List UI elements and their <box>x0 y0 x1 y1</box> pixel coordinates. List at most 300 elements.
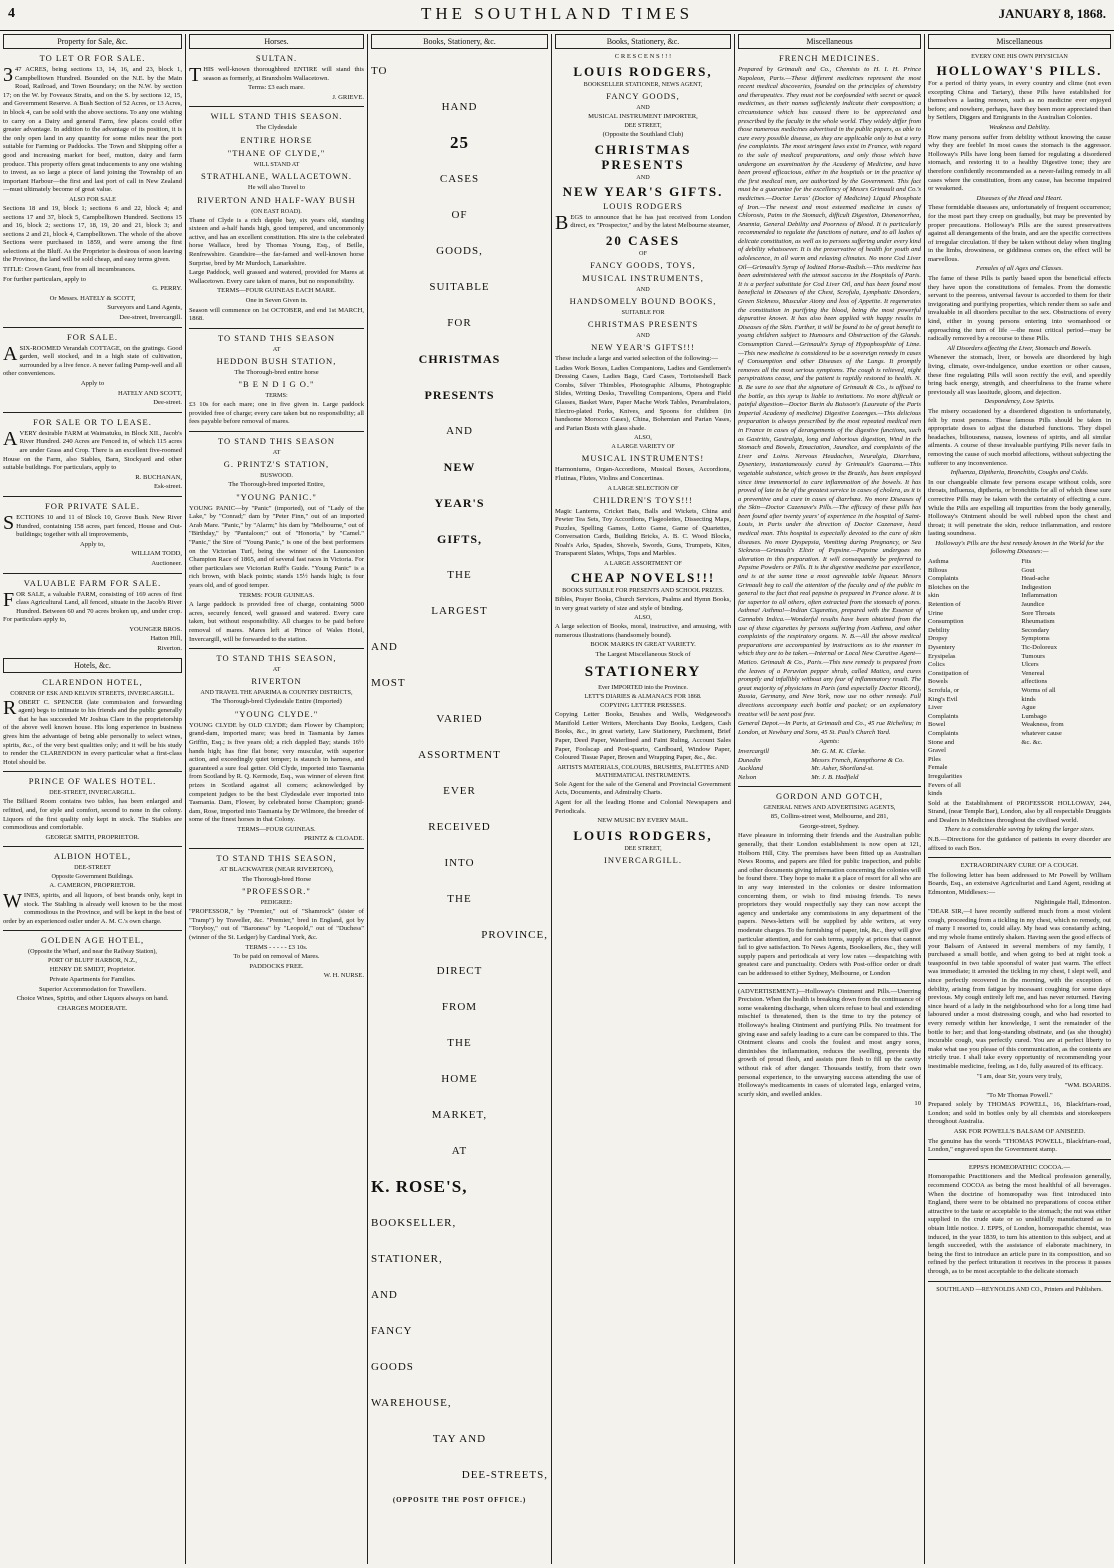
rose-ad-word: INTO <box>444 857 475 869</box>
ad-and: AND <box>636 173 650 181</box>
disease-item: Rheumatism <box>1021 618 1055 626</box>
disease-item: Consumption <box>928 618 964 626</box>
ad-heading: HANDSOMELY BOUND BOOKS, <box>569 295 717 306</box>
disease-item: Asthma <box>928 558 949 566</box>
column-property <box>0 34 186 1564</box>
hotel-proprietor: HENRY DE SMIDT, Proprietor. <box>49 966 136 974</box>
ad-terms: TERMS - - - - - £3 10s. <box>245 943 308 951</box>
ad-body: Homœopathic Practitioners and the Medical profession generally, recommend COCOA as being the most healthful of all beverages. When the doctrine of homœopathy was first introduced into England, there were to be obtained no preparations of cocoa either attractive to the taste or acceptable to the stomach; the nut was either supplied in the crude state or so unskilfully manufactured as to obtain little notice. J. EPPS, of London, homœopathic chemist, was induced, in the year 1839, to turn his attention to this subject, and at length succeeded, with the assistance of elaborate machinery, in being the first to introduce an article pure in its composition, and so refined by the perfect trituration it receives in the process it passes through, as to be most acceptable to the delicate stomach <box>928 1173 1111 1275</box>
rose-ad-word: THE <box>447 569 472 581</box>
ad-apply: For further particulars, apply to <box>3 275 86 283</box>
disease-item: Fits <box>1021 558 1032 566</box>
ad-subhead: Despondency, Low Spirits. <box>984 398 1055 406</box>
ad-subhead: ALSO, <box>634 614 652 622</box>
merchant-address: (Opposite the Southland Club) <box>602 131 684 139</box>
ad-note: There is a considerable saving by taking the larger sizes. <box>944 826 1095 834</box>
ad-subhead: A LARGE SELECTION OF <box>607 484 679 492</box>
rose-ad-word: GOODS, <box>436 245 483 257</box>
ad-heading: NEW YEAR'S GIFTS!!! <box>591 341 695 352</box>
ad-number: 10 <box>914 1100 921 1108</box>
section-head: Property for Sale, &c. <box>3 34 182 49</box>
ad-subhead: He will also Travel to <box>247 183 306 191</box>
ad-subhead: GENERAL NEWS AND ADVERTISING AGENTS, <box>763 804 896 812</box>
ad-title: GORDON AND GOTCH, <box>776 791 883 802</box>
rose-ad-word: EVER <box>443 785 476 797</box>
rose-ad-word: THE <box>447 893 472 905</box>
ad-subhead: All Disorders affecting the Liver, Stomach and Bowels. <box>947 344 1092 352</box>
ad-body: The fame of these Pills is partly based upon the beneficial effects they have upon the constitutions of females. From the domestic servant to the peeress, universal favour is accorded to them for their invigorating and purifying properties, which render them so safe and invaluable in all disorders peculiar to the sex. Obstructions of every kind, either in young persons entering into womanhood or approaching the turn of life —the most critical period—may be radically removed by a recourse to these Pills. <box>928 275 1111 343</box>
ad-body: In our changeable climate few persons escape without colds, sore throats, influenza, diptheria, or bronchitis for all of which these sure corrective Pills may be taken with the certainty of effecting a cure. While the Pills are expelling all impurities from the body generally, Holloway's Ointment should be well rubbed upon the chest and throat; it will penetrate the skin, reduce inflammation, and restore lasting soundness. <box>928 478 1111 538</box>
rose-ad-word: (OPPOSITE THE POST OFFICE.) <box>392 1496 527 1504</box>
rose-ad-word: RECEIVED <box>428 821 491 833</box>
ad-body: The misery occasioned by a disordered digestion is unfortunately, felt by most persons. These famous Pills should be taken in appropriate doses to adjust the disturbed functions. They dispel headaches, biliousness, nausea, lowness of spirits, and all similar ailments. A course of these invaluable purifying Pills never fails in removing the cause of such morbid affections, without subjecting the sufferer to any inconvenience. <box>928 407 1111 467</box>
ad-body: Sections 18 and 19, block 1; sections 6 and 22, block 4; and sections 17 and 37, block 5, Campbelltown Hundred. Sections 15 and 16, block 2; sections 17, 18, 19, 20 and 21, block 3; and sections 2 and 21, block 4, Campbelltown. The whole of the above Sections were purchased in 1859, and were among the first selections at the Bluff. As the Proprietor is desirous of soon leaving the Province, the land will be sold cheap, and easy terms given. <box>3 204 182 264</box>
ad-body: SECTIONS 10 and 11 of Block 10, Grove Bush. New River Hundred, containing 158 acres, part fenced, House and Out-buildings; together with all improvements, <box>3 511 182 539</box>
letter-body: "DEAR SIR,—I have recently suffered much from a most violent cough, proceeding from a tickling in my chest, which no remedy, out of many I resorted to, could allay. My head was constantly aching, and my whole frame entirely shaken. Having seen the good effects of your Balsam of Aniseed in several members of my family, I purchased a small bottle, and when going to bed at night took a teaspoonful in two table spoonsful of water just warm. The effect was immediate; it arrested the tickling in my chest, I slept well, and since perfectly recovered in the morning, with the exception of debility, arising from fatigue by incessant coughing for some days previous. My cough entirely left me, and has never returned. Having since heard of a lady in the neighbourhood who for a long time had laboured under a most distressing cough, and who had resorted to every remedy within her knowledge, I sent the remainder of the bottle to her; and that long-standing obstinate, and (as she thought) incurable cough, was perfectly cured. You are at perfect liberty to make what use you please of this communication, as the contents are strictly true. I shall take every opportunity of recommending your inestimable medicine, feeling, as I do, fully assured of its efficacy. <box>928 908 1111 1070</box>
disease-item: Scrofula, or King's Evil <box>928 686 960 703</box>
ad-signature: G. PERRY. <box>152 285 182 293</box>
disease-list-left <box>928 558 1018 799</box>
disease-item: Head-ache <box>1021 575 1050 583</box>
hotel-line: CHARGES MODERATE. <box>57 1004 128 1012</box>
column-rodgers <box>552 34 735 1564</box>
ad-body: Thane of Clyde is a rich dapple bay, six years old, standing sixteen and a-half hands high, good tempered, and uncommonly active, and has an excellent constitution. His sire is the celebrated horse Wallace, bred by Thomas Young, Esq., of Beille, Renfrewshire. Grandsire—the far-famed and well-known horse Surprise, bred by Mr Murdoch, Lanarkshire. <box>189 216 364 267</box>
ad-signature: Auctioneer. <box>151 559 182 567</box>
hotel-address: (Opposite the Wharf, and near the Railway Station), <box>28 948 157 956</box>
rose-ad-word: FROM <box>441 1001 478 1013</box>
ad-signature: Esk-street. <box>153 483 182 491</box>
ad-heading: CHRISTMAS PRESENTS <box>587 318 699 329</box>
ad-signature: HATELY AND SCOTT, <box>118 389 182 397</box>
rose-ad-word: BOOKSELLER, <box>371 1217 457 1229</box>
horse-name: "YOUNG PANIC." <box>236 491 317 502</box>
ad-subhead: NEW MUSIC BY EVERY MAIL. <box>597 817 689 825</box>
ad-body: These formidable diseases are, unfortunately of frequent occurrence; for the most part they creep on gradually, but may be prevented by proper precautions. Holloway's Pills are the surest preservatives against all derangements of the brain, and are the specific correctives of irregular circulation. If they be taken without delay when tingling in the limbs, drowsiness, or giddiness comes on, the effect will be marvellous. <box>928 204 1111 263</box>
ad-subhead: Diseases of the Head and Heart. <box>976 194 1063 202</box>
horse-name: "THANE OF CLYDE," <box>227 147 326 158</box>
ad-heading: MUSICAL INSTRUMENTS, <box>582 272 704 283</box>
ad-subhead: The Thorough-bred Clydesdale Entire (Imported) <box>211 698 342 706</box>
rose-ad-word: AND <box>371 1289 398 1301</box>
disease-item: Ulcers <box>1021 661 1039 669</box>
letter-to: "To Mr Thomas Powell." <box>986 1091 1053 1099</box>
ad-and: AND <box>636 285 650 293</box>
ad-subhead: TERMS: <box>265 392 288 400</box>
ad-title: WILL STAND THIS SEASON. <box>210 111 343 122</box>
divider <box>3 496 182 497</box>
hotel-body: The Billiard Room contains two tables, has been enlarged and refitted, and, for style and comfort, second to none in the colony. Liquors of the first quality only kept in stock. The Stables are commodious and comfortable. <box>3 798 182 832</box>
section-head: Hotels, &c. <box>3 658 182 673</box>
ad-signature: Riverton. <box>157 645 182 653</box>
merchant-role: MUSICAL INSTRUMENT IMPORTER, <box>588 112 698 120</box>
hotel-proprietor: GEORGE SMITH, PROPRIETOR. <box>45 833 140 841</box>
ad-title: FRENCH MEDICINES. <box>778 53 881 63</box>
ad-terms: TERMS—FOUR GUINEAS. <box>237 825 316 833</box>
agents-heading: Agents: <box>819 738 840 746</box>
ad-title: SULTAN. <box>255 53 298 63</box>
ad-terms: PADDOCKS FREE. <box>249 962 304 970</box>
divider <box>3 930 182 931</box>
ad-subhead: Weakness and Debility. <box>988 123 1051 131</box>
ad-subhead: ALSO FOR SALE <box>69 195 116 203</box>
agent-place: Dunedin <box>738 756 761 764</box>
ad-address: George-street, Sydney. <box>799 822 860 830</box>
ad-and: AND <box>636 331 650 339</box>
ad-title: TO STAND THIS SEASON, <box>216 653 337 664</box>
item-list: Bibles, Prayer Books, Church Services, Psalms and Hymn Books, in very great variety of size and style of binding. <box>555 596 731 612</box>
disease-item: Weakness, from whatever cause &c. &c. <box>1021 721 1064 746</box>
rose-ad-word: 25 <box>450 133 469 152</box>
ad-place: G. PRINTZ'S STATION, <box>223 459 330 470</box>
divider <box>738 983 921 984</box>
ad-title: HOLLOWAY'S PILLS. <box>936 63 1103 78</box>
hotel-line: Choice Wines, Spirits, and other Liquors always on hand. <box>16 995 169 1003</box>
ad-title: EXTRAORDINARY CURE OF A COUGH. <box>960 862 1079 870</box>
agent-row <box>738 774 921 783</box>
letter-place: Nightingale Hall, Edmonton. <box>1034 898 1111 906</box>
column-miscellaneous-1 <box>735 34 925 1564</box>
section-head: Miscellaneous <box>928 34 1111 49</box>
ad-body: (ADVERTISEMENT.)—Holloway's Ointment and Pills.—Unerring Precision. When the health is breaking down from the continuance of some weakening discharge, when ulcers refuse to heal and extending mischief is threatened, then is the time to try the potency of Holloway's healing Ointment and purifying Pills. No treatment for giving ease and safely leading to a cure can be compared to this. The Ointment cleans and cools the foulest and most angry sores, diminishes the inflammation, reduces the swelling, prevents the growth of proud flesh, and assists pure flesh to fill up the cavity without risk of after danger. Thousands testify, from their own personal experience, to the unvarying success attending the use of Holloway's medicaments in cases of ulcerated legs, enlarged veins, scurfy skin, and swelled ankles. <box>738 987 921 1098</box>
hotel-title: ALBION HOTEL, <box>53 851 132 862</box>
ad-subhead: ENTIRE HORSE <box>240 134 313 145</box>
disease-table <box>928 558 1111 799</box>
ad-body: Season will commence on 1st OCTOBER, and end 1st MARCH, 1868. <box>189 306 364 323</box>
ad-signature: Or Messrs. HATELY & SCOTT, <box>49 294 136 302</box>
ad-signature: Dee-street. <box>153 399 182 407</box>
disease-item: Venereal affections <box>1021 669 1048 686</box>
divider <box>189 648 364 649</box>
disease-item: Retention of Urine <box>928 601 961 617</box>
ad-body: Have pleasure in informing their friends and the Australian public generally, that their London establishment is now open at 121, Holborn Hill, City. The premises have been fitted up as Australian News Rooms, and papers are filed for public inspection, and public and other documents giving information concerning the colonies will be found there. They hope to make it a place of resort for all who are in any way interested in the colonies or desire information concerning them, or wish to find missing friends. To news proprietors they would respectfully say they can now accept the agency and undertake any commissions in any department of the papers. News-letters will be supplied by able writers, at very moderate charges. To the furnishing of paper, ink, &c., they will give particular attention, and for cash terms, supply at prices that cannot fail to give satisfaction. To News Agents, Booksellers, &c., they will supply papers and periodicals at very low rates —despatching with greatest care and punctuality. Orders with Post-office order or draft can be addressed to either Sydney, Melbourne, or London <box>738 832 921 977</box>
rose-ad-word: GOODS <box>371 1361 414 1373</box>
rose-ad-word: TO <box>371 65 388 77</box>
ad-body: The genuine has the words "THOMAS POWELL, Blackfriars-road, London," engraved upon the Government stamp. <box>928 1137 1111 1154</box>
ad-heading: STATIONERY <box>584 663 702 680</box>
rose-ad-word: DIRECT <box>436 965 483 977</box>
hotel-address: Opposite Government Buildings. <box>51 873 134 881</box>
ad-subhead: A LARGE VARIETY OF <box>611 443 675 451</box>
ad-signature: J. GRIEVE. <box>332 93 364 101</box>
rose-ad-word: FANCY <box>371 1325 413 1337</box>
merchant-role: FANCY GOODS, <box>606 90 680 101</box>
rose-ad-word: GIFTS, <box>436 532 482 546</box>
ad-body: These include a large and varied selection of the following:— <box>555 354 719 362</box>
ad-body: A large paddock is provided free of charge, containing 5000 acres, securely fenced, well grassed and watered. Every care taken, but without responsibility. All charges to be paid before removal of mares. Mares left at Prince of Wales Hotel, Invercargill, will be forwarded to the station. <box>189 601 364 643</box>
ad-subhead: The Clydesdale <box>255 124 298 132</box>
merchant-address: DEE STREET, <box>624 122 662 130</box>
ad-subhead: A LARGE ASSORTMENT OF <box>604 560 682 568</box>
disease-item: Female Irregularities <box>928 764 963 780</box>
disease-item: Ague <box>1021 704 1036 712</box>
ad-subhead: AND TRAVEL THE APARIMA & COUNTRY DISTRICTS, <box>200 689 353 697</box>
section-head: Miscellaneous <box>738 34 921 49</box>
ad-title: FOR SALE OR TO LEASE. <box>33 416 152 427</box>
ad-heading: FANCY GOODS, TOYS, <box>590 259 696 270</box>
disease-item: Constipation of Bowels <box>928 669 969 686</box>
ad-body: For a period of thirty years, in every country and clime (not even excepting China and Tartary), these Pills have established for themselves a lasting renown, such as no medicine ever enjoyed before; and nowhere, perhaps, have they been more appreciated than by Settlers, Diggers and Emigrants in the Australian Colonies. <box>928 80 1111 122</box>
newspaper-title: THE SOUTHLAND TIMES <box>420 4 694 23</box>
disease-item: Secondary Symptoms <box>1021 626 1050 643</box>
agent-row <box>738 765 921 774</box>
divider <box>189 106 364 107</box>
agent-name: Mr. G. M. K. Clarke. <box>811 747 866 755</box>
disease-item: Erysipelas <box>928 652 956 660</box>
disease-item: Dysentery <box>928 644 956 651</box>
ad-body: Prepared by Grimault and Co., Chemists to H. I. H. Prince Napoleon, Paris.—These different medicines represent the most recent medical discoveries, founded on the principles of chemistry and therapeutics. They must not be confounded with secret or quack medicines, as their names sufficiently indicate their composition; a circumstance which has caused them to be appreciated and prescribed by the faculty in the whole world. They widely differ from those numerous medicines advertised in the public papers, as able to cure every possible disease, as they are applicable only to but a very few complaints. The most stringent laws exist in France, with regard to the sale of medical preparations, and only those which have undergone an examination by the Academy of Medicine, and have been proved efficacious, either in the hospitals or in the practice of the first medical men, are authorized by the Government. This fact must be a guarantee for the excellency of Messrs Grimault and Co.'s medicines.—Doctor Leras' (Doctor of Medicine) Liquid Phosphate of Iron.—The newest and most esteemed medicine in cases of Chlorosis, Pains in the Stomach, difficult Digestion, Dismenorrhea, Anæmia, General Debility and Poorness of Blood. It is particularly recommended to regulate the functions of nature, and to all ladies of delicate constitution, as well as to persons suffering under every kind of debility whatsoever. It is the preservative of health for youth and adolescence, in all warm and relaxing climates. No more Cod Liver Oil—Grimault's Syrup of Iodized Horse-Radish.—This medicine has been administered with the utmost success in the Hospitals of Paris. It is a perfect substitute for Cod Liver Oil, and has been found most beneficial in Diseases of the Chest, Scrofula, Lymphatic Disorders, Green Sickness, Muscular Atony and loss of Appetite. It regenerates the constitution in purifying the blood, being the most powerful depurative known. It has also been applied with happy results in Diseases of the Skin. Further, it will be found to be of great benefit to young children subject to Humours and Obstruction of the Glands. Consumption Cured.—Grimault's Syrup of Hypophosphite of Lime.—This new medicine is considered to be a sovereign remedy in cases of Consumption and other Diseases of the Lungs. It promptly removes all the most serious symptoms. The cough is relieved, night perspirations cease, and the patient is rapidly restored to health. N. B. Be sure to see that the signature of Grimault & Co., is affixed to the bottle, as this syrup is liable to imitations. No more difficult or painful digestion—Doctor Burin du Buisson's (Laureate of the Paris Imperial Academy of medicine) Digestive Lozenges.—This delicious preparation is always prescribed by the most repeated medical men in France in cases of derangements of the digestive functions, such as Gastritis, Gastralgia, long and laborious digestion, Wind in the Stomach and Bowels, Emaciation, Jaundice, and complaints of the Liver and Loins. Nervous Headaches, Neuralgia, Diarrhœa, Dysentery, instantaneously cured by Grimault's Guarana.—This vegetable substance, which grows in the Brazils, has been employed since time immemorial to cure inflammation of the bowels. It has proved of late to be of the greatest service in cases of cholera, as it is a preventive and a cure in cases of diarrhœa. No more Diseases of the Skin—Doctor Cazenave's Pills.—The efficacy of these pills has been found after twenty years' of experience in the hospital of Saint-Louis, in Paris under the direction of Doctor Cazenave, head medical man. This hospital is especially devoted to the cure of skin diseases. No more Dyspepsia, Vomiting during Pregnancy, or Sea Sickness—Grimault's Elixir of Pepsine.—Pepsine undergoes no alteration in this preparation. It will consequently be preferred to Pepsine Powders or Pills. It is the digestive medicine par excellence, and is at the same time a most agreeable table liqueur. Messrs Grimault beg to call the attention of the faculty and of the public in general to the fact that real pepsine is prepared in France alone. It is far superior to all others, often extracted from the stomach of pores. Asthma! Asthma!—Indian Cigarettes, prepared with the Essence of Cannabis Indica.—Wonderful results have been obtained from the use of these cigarettes by persons suffering from Asthma, and other complaints of the respiratory organs. N. B.—All the above medical preparations are accompanied by instructions as to the manner in which they are to be taken.—Internal or Local New Curative Agent—Matico. Grimault & Co., Paris.—This new remedy is prepared from the leaves of a Peruvian pepper shrub, called Matico, and cures promptly and infallibly without any fear of inflammatory result. The great majority of physicians in Paris (and especially Doctor Ricord), Russia, Germany, and New York, now use no other remedy. Full directions accompany each bottle and packet; or an explanatory treatise will be sent post free. <box>738 66 921 718</box>
merchant-address: INVERCARGILL. <box>604 854 682 865</box>
ad-signature: R. BUCHANAN, <box>135 473 182 481</box>
ad-signature: Hatton Hill, <box>150 635 182 643</box>
ad-place: RIVERTON AND HALF-WAY BUSH <box>197 194 356 205</box>
ad-terms: TERMS—FOUR GUINEAS EACH MARE. <box>217 287 336 295</box>
ad-and: AND <box>636 103 650 111</box>
item-list: Copying Letter Books, Brushes and Wells, Wedgewood's Manifold Letter Writers, Merchants Day Books, Ledgers, Cash Books, &c., in great variety, Law Stationery, Parchment, Brief Paper, Deed Paper, Waterlined and Faint Ruling, Account Sales Paper, Foolscap and Post-quarto, Cardboard, Window Paper, Coloured Tissue Paper, Brown and Wrapping Paper, &c., &c. <box>555 711 731 762</box>
ad-subhead: BOOK MARKS IN GREAT VARIETY. <box>590 641 696 649</box>
hotel-address: DEE-STREET, INVERCARGILL. <box>49 789 136 797</box>
disease-item: Piles <box>928 755 941 763</box>
ad-note: N.B.—Directions for the guidance of patients in every disorder are affixed to each Box. <box>928 836 1111 852</box>
rose-ad-word: PRESENTS <box>424 388 495 402</box>
ad-body: "PROFESSOR," by "Premier," out of "Shamrock" (sister of "Tramp") by Traveller, &c. "Premier," bred in England, got by "Toryboy," out of "Baroness" by "Leopold," out of "Duchess" (winner of the St. Ledger) by Cardinal York, &c. <box>189 908 364 942</box>
ad-place: STRATHLANE, WALLACETOWN. <box>201 170 352 181</box>
imprint-footer: SOUTHLAND —REYNOLDS AND CO., Printers and Publishers. <box>936 1285 1103 1293</box>
ad-heading: MUSICAL INSTRUMENTS! <box>581 453 705 464</box>
ad-body: £3 10s for each mare; one in five given in. Large paddock provided free of charge; every care taken but no responsibility; all fees payable before removal of mares. <box>189 401 364 426</box>
hotel-title: PRINCE OF WALES HOTEL. <box>28 776 157 787</box>
ad-body: YOUNG PANIC—by "Panic" (imported), out of "Lady of the Lake," by "Conrad;" dam by "Peter Finn," out of an imported Arab Mare. "Panic," by "Alarm;" his dam by "Melbourne," out of "Birthday," by "Pantaloon;" out of "Honoria," by "Camel." "Panic," the Sire of "Young Panic," is one of the best performers on the Victorian Turf, being the winner of the Launceston Champion Race of 1865, and of several fast races in Victoria. For other particulars see Victorian Ruff's Guide. "Young Panic" is a rich brown, with black points; stands 15½ hands high; is four years old, and of good temper. <box>189 504 364 589</box>
ad-address: 85, Collins-street west, Melbourne, and 281, <box>770 813 889 821</box>
divider <box>3 573 182 574</box>
merchant-name: LOUIS RODGERS, <box>573 63 713 79</box>
hotel-body: WINES, spirits, and all liquors, of best brands only, kept in stock. The Stabling is already well known to be the most commodious in the Province, and will be kept in the best of order by an experienced ostler under A. M. C.'s own charge. <box>3 889 182 925</box>
disease-item: Colics <box>928 661 945 669</box>
item-list: Ladies Work Boxes, Ladies Companions, Ladies and Gentlemen's Dressing Cases, Ladies Bags, Card Cases, Tortoiseshell Back Combs, Silver Thimbles, Photographic Albums, Photographic Slides, Writing Desks, Travelling Companions, Opera and Field Glasses, Basket Ware, Paper Mache Work Tables, Perambulators, Electro-plated Forks, Knives, and Spoons for children (in handsome Morocco Cases), China, Bohemian and Parian Vases, and Parian Busts with glass shade. <box>555 364 731 432</box>
disease-item: Jaundice <box>1021 601 1045 609</box>
rose-ad-word: THE <box>447 1037 472 1049</box>
ad-title: FOR PRIVATE SALE. <box>44 500 140 511</box>
ad-terms: One in Seven Given in. <box>245 296 308 304</box>
ad-subhead: EVERY ONE HIS OWN PHYSICIAN <box>971 53 1068 60</box>
rose-ad-word: STATIONER, <box>371 1253 443 1265</box>
ad-title: TO STAND THIS SEASON <box>217 332 335 343</box>
rose-ad-word: FOR <box>447 317 472 329</box>
ad-body: Prepared solely by THOMAS POWELL, 16, Blackfriars-road, London; and sold in bottles only by all chemists and storekeepers throughout Australia. <box>928 1101 1111 1126</box>
ad-body: Whenever the stomach, liver, or bowels are disordered by high living, climate, over-indulgence, undue exertion or other causes, these fine regulating Pills will soon rectify the evil, and speedily bring back energy, strength, and cheerfulness to the frame where previously all was lassitude, gloom, and dejection. <box>928 354 1111 396</box>
rose-ad-word: CASES <box>439 173 480 185</box>
item-list: A large selection of Books, moral, instructive, and amusing, with numerous illustrations (handsomely bound). <box>555 623 731 639</box>
disease-item: Worms of all kinds <box>1021 686 1056 703</box>
hotel-title: GOLDEN AGE HOTEL, <box>40 935 145 946</box>
rose-ad-word: OF <box>451 209 468 221</box>
rose-ad-word: HOME <box>441 1073 478 1085</box>
ad-body: Agent for all the leading Home and Colonial Newspapers and Periodicals. <box>555 798 731 815</box>
rose-ad-word: SUITABLE <box>429 281 490 293</box>
disease-item: Sore Throats <box>1021 609 1056 617</box>
rose-ad-word: AND <box>371 641 398 653</box>
divider <box>3 771 182 772</box>
rose-ad-word: WAREHOUSE, <box>371 1397 452 1409</box>
divider <box>928 1159 1111 1160</box>
issue-date: JANUARY 8, 1868. <box>998 6 1106 21</box>
agent-name: Mr. J. B. Hadfield <box>811 773 859 781</box>
ad-subhead: PEDIGREE: <box>260 899 293 907</box>
hotel-address: DEE-STREET <box>74 864 111 872</box>
disease-item: Dropsy <box>928 635 948 643</box>
ad-subhead: BOOKS SUITABLE FOR PRESENTS AND SCHOOL PRIZES. <box>562 587 724 595</box>
disease-item: Stone and Gravel <box>928 738 955 755</box>
agent-name: Mr. Asher, Shortland-st. <box>811 765 874 773</box>
ad-subhead: Influenza, Diptheria, Bronchitis, Coughs and Colds. <box>950 469 1089 477</box>
ad-heading: CHRISTMAS PRESENTS <box>594 141 692 172</box>
merchant-role: BOOKSELLER STATIONER, NEWS AGENT, <box>583 80 703 88</box>
divider <box>3 327 182 328</box>
hotel-line: Private Apartments for Families. <box>49 975 136 983</box>
ad-body: How many persons suffer from debility without knowing the cause why they are feeble! In most cases the stomach is the aggressor. Holloway's Pills have long been famed for regulating a disordered stomach, and restoring it to a healthy Digestive tone; they are therefore confidently recommended as a never-failing remedy in all cases where the constitution, from any cause, has become impaired or weakened. <box>928 133 1111 193</box>
ad-crescens: C R E S C E N S ! ! ! <box>614 53 672 60</box>
merchant-name: LOUIS RODGERS, <box>573 827 713 843</box>
column-rose-ad <box>368 34 552 1564</box>
rose-ad-word: MARKET, <box>431 1109 488 1121</box>
disease-item: Gout <box>1021 566 1035 574</box>
ad-body: Large Paddock, well grassed and watered, provided for Mares at Wallacetown. Every care taken of mares, but no responsibility. <box>189 269 364 285</box>
rose-ad-word: AND <box>446 425 473 437</box>
disease-item: Bilious Complaints <box>928 566 959 583</box>
ad-terms: Terms: £3 each mare. <box>248 84 305 92</box>
rose-ad-word: DEE-STREETS, <box>461 1469 548 1481</box>
divider <box>738 786 921 787</box>
section-head: Horses. <box>189 34 364 49</box>
ad-subhead: The Thorough-bred Horse <box>241 875 312 883</box>
ad-subhead: BUSWOOD. <box>260 472 293 480</box>
ad-body: YOUNG CLYDE by OLD CLYDE; dam Flower by Champion; grand-dam, imported mare; was bred in Tasmania by James Griffin, Esq.; is five years old; a rich dappled Bay; stands 16½ hands high; has fine flat bone; very muscular, with superior action, and exceedingly quiet temper; is staunch in harness, and guaranteed a sure foal getter. Old Clyde, imported into Tasmania from Scotland by R. Q. Kermode, Esq., was winner of eleven first prizes in Scotland against all comers; acknowledged by competent judges to be the best Clydesdale ever imported into Tasmania. Dam, Flower, by celebrated horse Champion; grand-dam, Rose, imported into Tasmania by Dr Wilmore, the breeder of some of the finest horses in that Colony. <box>189 721 365 824</box>
column-horses <box>186 34 368 1564</box>
ad-terms: To be paid on removal of Mares. <box>233 953 320 961</box>
ad-subhead: AT <box>272 345 281 353</box>
rose-ad-word: HAND <box>441 101 478 113</box>
disease-item: Liver Complaints <box>928 704 959 720</box>
horse-name: "YOUNG CLYDE." <box>234 708 319 719</box>
horse-name: "B E N D I G O." <box>238 379 315 390</box>
ad-subhead: ALSO, <box>634 434 652 442</box>
agent-row <box>738 748 921 757</box>
ad-signature: PRINTZ & CLOADE. <box>304 835 364 843</box>
rose-ad-word: MOST <box>371 677 406 689</box>
disease-item: Lumbago <box>1021 712 1047 720</box>
divider <box>928 857 1111 858</box>
hotel-proprietor: A. CAMERON, PROPRIETOR. <box>49 882 136 890</box>
disease-item: Blotches on the skin <box>928 583 970 600</box>
ad-title: TO STAND THIS SEASON <box>217 436 335 447</box>
ad-of: OF <box>639 249 647 257</box>
rose-ad-word: AT <box>451 1145 468 1157</box>
item-list: Harmoniums, Organ-Accordions, Musical Boxes, Accordions, Flutinas, Flutes, Violins and Concertinas. <box>555 466 731 482</box>
ad-subhead: WILL STAND AT <box>253 160 300 168</box>
ad-subhead: AT <box>272 449 281 457</box>
ad-body: THIS well-known thoroughbred ENTIRE will stand this season as formerly, at Branxholm Wallacetown. <box>189 64 364 86</box>
ad-apply: Apply to <box>80 380 105 387</box>
rose-ad-word: K. ROSE'S, <box>371 1177 468 1196</box>
ad-subhead: SUITABLE FOR <box>621 308 665 316</box>
ad-signature: W. H. NURSE. <box>323 972 364 980</box>
ad-terms: TERMS: FOUR GUINEAS. <box>238 591 315 599</box>
rose-ad-word: PROVINCE, <box>481 929 548 941</box>
divider <box>189 328 364 329</box>
ad-subhead: The Thorough-bred imported Entire, <box>228 481 325 489</box>
ad-body: Sole Agent for the sale of the General and Provincial Government Acts, Documents, and Admiralty Charts. <box>555 780 731 797</box>
ad-place: RIVERTON <box>251 676 302 687</box>
rose-ad-word: CHRISTMAS <box>418 352 501 366</box>
merchant-address: DEE STREET, <box>624 844 662 852</box>
agent-name: Messrs French, Kempthorne & Co. <box>811 756 904 764</box>
ad-title: TO LET OR FOR SALE. <box>39 53 146 63</box>
divider <box>189 431 364 432</box>
ad-subhead: AT <box>272 666 281 674</box>
ad-title: TO STAND THIS SEASON, <box>216 853 337 864</box>
ad-subhead: COPYING LETTER PRESSES. <box>600 701 686 709</box>
ad-subhead: ARTISTS MATERIALS, COLOURS, BRUSHES, PALETTES AND MATHEMATICAL INSTRUMENTS. <box>557 763 729 779</box>
hotel-title: CLARENDON HOTEL, <box>42 676 143 687</box>
horse-name: "PROFESSOR." <box>242 886 311 897</box>
agents-list <box>738 748 921 782</box>
ad-signature: YOUNGER BROS. <box>129 625 182 633</box>
ad-heading: NEW YEAR'S GIFTS. <box>562 183 724 199</box>
ad-title: EPPS'S HOMEOPATHIC COCOA.— <box>968 1163 1071 1171</box>
ad-subhead: The Largest Miscellaneous Stock of <box>595 651 691 659</box>
ad-body: The following letter has been addressed to Mr Powell by William Boards, Esq., an extensive Agriculturist and Land Agent, residing at Edmonton, Middlesex:— <box>928 871 1111 897</box>
ad-signature: WILLIAM TODD, <box>131 550 182 558</box>
masthead <box>0 0 1114 31</box>
rose-ad-word: LARGEST <box>431 605 488 617</box>
ad-subhead: Ever IMPORTED into the Province. <box>598 683 688 691</box>
hotel-address: PORT OF BLUFF HARBOR, N.Z., <box>48 957 137 965</box>
ad-title-line: TITLE: Crown Grant, free from all incumbrances. <box>3 266 136 274</box>
ad-heading: CHILDREN'S TOYS!!! <box>593 494 693 505</box>
page-number: 4 <box>8 6 15 21</box>
hotel-line: Superior Accommodation for Travellers. <box>39 985 146 993</box>
rose-ad-word: VARIED <box>436 713 483 725</box>
disease-item: Fevers of all kinds <box>928 781 961 798</box>
disease-item: Tumours <box>1021 652 1045 660</box>
ad-heading: 20 CASES <box>605 232 681 248</box>
ad-signature: Dee-street, Invercargill. <box>119 314 182 322</box>
hotel-body: ROBERT C. SPENCER (late commission and forwarding agent) begs to intimate to his friends and the public generally that he has succeeded Mr Joshua Clare in the proprietorship of the above well known house. His long experience in business gives him the advantage of being able personally to select wines, spirits, &c., of the very best qualities only; and it will be his study to render the CLARENDON in every particular what a first-class Hotel should be. <box>3 696 182 766</box>
agent-place: Invercargill <box>738 747 770 755</box>
disease-item: Tic-Doloreux <box>1021 644 1057 651</box>
ad-place: HEDDON BUSH STATION, <box>216 355 337 366</box>
rose-ad-word: NEW <box>443 460 476 474</box>
section-head: Books, Stationery, &c. <box>555 34 731 49</box>
ad-subhead: LETT'S DIARIES & ALMANACS FOR 1868. <box>584 692 702 700</box>
ad-apply: Apply to, <box>80 540 105 548</box>
disease-item: Indigestion <box>1021 583 1052 591</box>
ad-title: FOR SALE. <box>66 331 119 342</box>
ad-subhead: Holloway's Pills are the best remedy known in the World for the following Diseases:— <box>935 539 1104 556</box>
letter-signature: "WM. BOARDS. <box>1064 1082 1111 1090</box>
agent-row <box>738 757 921 766</box>
agent-place: Nelson <box>738 773 757 781</box>
hotel-address: CORNER OF ESK AND KELVIN STREETS, INVERCARGILL. <box>10 689 175 697</box>
disease-item: Inflammation <box>1021 592 1058 600</box>
letter-closing: "I am, dear Sir, yours very truly, <box>977 1072 1062 1080</box>
ad-heading: CHEAP NOVELS!!! <box>570 570 716 586</box>
ad-subhead: (ON EAST ROAD). <box>251 207 302 215</box>
ad-body: ASIX-ROOMED Verandah COTTAGE, on the gratings. Good garden, well stocked, and in a high state of cultivation, surrounded by a live fence. A never failing Pump-well and all other conveniences. <box>3 342 182 378</box>
divider <box>3 412 182 413</box>
ad-body: 347 ACRES, being sections 13, 14, 16, and 23, block 1, Campbelltown Hundred. Bounded on the N.E. by the Main Road, Railroad, and Town Boundary; on the N.W. by section 17; on the W. by Foveaux Straits, and on the S. by sections 12, 15, and Government Reserve. A Bush Section of 52 Acres, or 13 Acres, in block 4, can be sold with the above sections. To any one wishing to carry on a Dairy and general Farm, few places could offer greater advantage. In addition to the advantage of its position, it is the only open land in any quantity for some miles near the port suitable for Farming or Paddocks. The Town and Shipping offer a good and increasing market for beef, mutton, dairy and farm produce. This property offers great inducements to any one wishing to invest, as so large a piece of land joining the Township of an important Harbour—the first and last port of call in New Zealand—must ultimately become of great value. <box>3 64 182 194</box>
ad-place: AT BLACKWATER (NEAR RIVERTON), <box>219 866 334 874</box>
rose-ad-words <box>371 53 548 1507</box>
